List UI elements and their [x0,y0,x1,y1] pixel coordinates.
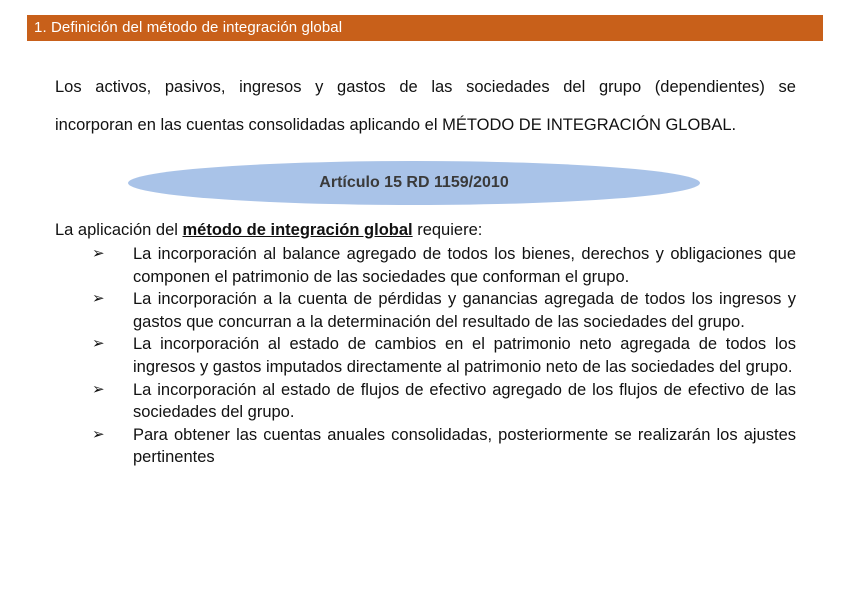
list-item-text: La incorporación al balance agregado de todos los bienes, derechos y obligaciones que componen el patrimonio de las sociedades que conforman el grupo. [133,245,796,286]
list-item-text: La incorporación al estado de cambios en el patrimonio neto agregada de todos los ingresos y gastos imputados directamente al patrimonio neto de las sociedades del grupo. [133,335,796,376]
requirements-suffix: requiere: [412,221,483,239]
list-item-text: La incorporación al estado de flujos de efectivo agregado de los flujos de efectivo de las sociedades del grupo. [133,380,796,422]
list-item [55,424,796,469]
requirements-emphasis: método de integración global [182,221,413,239]
list-item [55,288,796,333]
section-title: 1. Definición del método de integración global [34,19,343,36]
arrow-bullet-icon: ➢ [92,245,105,262]
intro-line-1: Los activos, pasivos, ingresos y gastos de las sociedades del grupo (dependientes) se [55,78,796,96]
intro-line-2: incorporan en las cuentas consolidadas aplicando el MÉTODO DE INTEGRACIÓN GLOBAL. [55,116,737,134]
list-item [55,379,796,424]
requirements-intro [55,219,482,241]
arrow-bullet-icon: ➢ [92,380,105,398]
article-reference-ellipse [128,161,700,205]
section-header [27,15,823,41]
intro-paragraph [55,68,796,144]
list-item [55,333,796,378]
requirements-list [55,243,796,469]
arrow-bullet-icon: ➢ [92,335,105,353]
arrow-bullet-icon: ➢ [92,425,105,443]
list-item [55,243,796,288]
article-reference-label: Artículo 15 RD 1159/2010 [319,174,509,191]
list-item-text: La incorporación a la cuenta de pérdidas y ganancias agregada de todos los ingresos y gastos que concurran a la determinación del resultado de las sociedades del grupo. [133,290,796,331]
requirements-prefix: La aplicación del [55,221,183,239]
list-item-text: Para obtener las cuentas anuales consolidadas, posteriormente se realizarán los ajustes pertinentes [133,425,796,467]
arrow-bullet-icon: ➢ [92,290,105,308]
